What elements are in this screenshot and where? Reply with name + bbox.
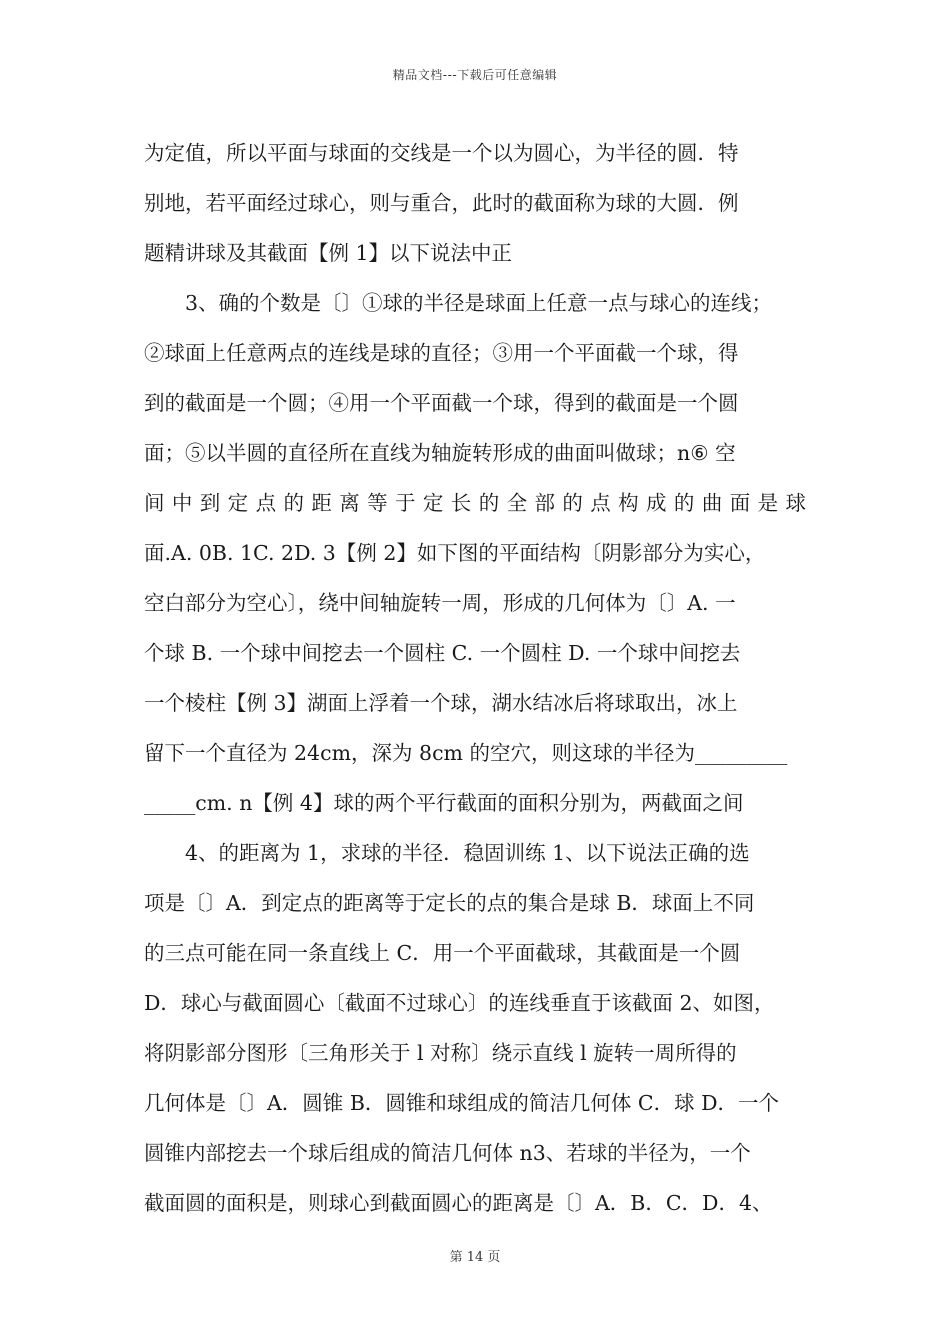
- text-line: 截面圆的面积是，则球心到截面圆心的距离是〔〕A．B．C．D．4、: [144, 1191, 773, 1215]
- text-line: 个球 B. 一个球中间挖去一个圆柱 C. 一个圆柱 D. 一个球中间挖去: [144, 641, 741, 665]
- text-line: 将阴影部分图形〔三角形关于 l 对称〕绕示直线 l 旋转一周所得的: [144, 1041, 737, 1065]
- text-line: 圆锥内部挖去一个球后组成的简洁几何体 n3、若球的半径为，一个: [144, 1141, 751, 1165]
- text-line: 几何体是〔〕A．圆锥 B．圆锥和球组成的简洁几何体 C．球 D．一个: [144, 1091, 780, 1115]
- text-line: ②球面上任意两点的连线是球的直径；③用一个平面截一个球，得: [144, 341, 739, 365]
- text-line: 留下一个直径为 24cm，深为 8cm 的空穴，则这球的半径为_________: [144, 741, 788, 765]
- text-line: 为定值，所以平面与球面的交线是一个以为圆心，为半径的圆．特: [144, 141, 739, 165]
- document-body: [144, 134, 824, 1234]
- text-line: 一个棱柱【例 3】湖面上浮着一个球，湖水结冰后将球取出，冰上: [144, 691, 738, 715]
- text-line: 空白部分为空心〕，绕中间轴旋转一周，形成的几何体为〔〕A. 一: [144, 591, 736, 615]
- text-line: 到的截面是一个圆；④用一个平面截一个球，得到的截面是一个圆: [144, 391, 739, 415]
- page-header: 精品文档---下载后可任意编辑: [392, 68, 558, 82]
- page-number: 第 14 页: [449, 1250, 501, 1265]
- text-line: 面.A. 0B. 1C. 2D. 3【例 2】如下图的平面结构〔阴影部分为实心，: [144, 541, 766, 565]
- text-line: 3、确的个数是〔〕①球的半径是球面上任意一点与球心的连线；: [185, 291, 773, 315]
- text-line: 项是〔〕A．到定点的距离等于定长的点的集合是球 B．球面上不同: [144, 891, 755, 915]
- text-line: 间中到定点的距离等于定长的全部的点构成的曲面是球: [144, 491, 806, 515]
- text-line: 的三点可能在同一条直线上 C．用一个平面截球，其截面是一个圆: [144, 941, 741, 965]
- text-line: 4、的距离为 1，求球的半径．稳固训练 1、以下说法正确的选: [185, 841, 750, 865]
- text-line: _____cm. n【例 4】球的两个平行截面的面积分别为，两截面之间: [144, 791, 744, 815]
- text-line: D．球心与截面圆心〔截面不过球心〕的连线垂直于该截面 2、如图，: [144, 991, 775, 1015]
- text-line: 别地，若平面经过球心，则与重合，此时的截面称为球的大圆．例: [144, 191, 739, 215]
- text-line: 面；⑤以半圆的直径所在直线为轴旋转形成的曲面叫做球；n⑥ 空: [144, 441, 736, 465]
- text-line: 题精讲球及其截面【例 1】以下说法中正: [144, 241, 513, 265]
